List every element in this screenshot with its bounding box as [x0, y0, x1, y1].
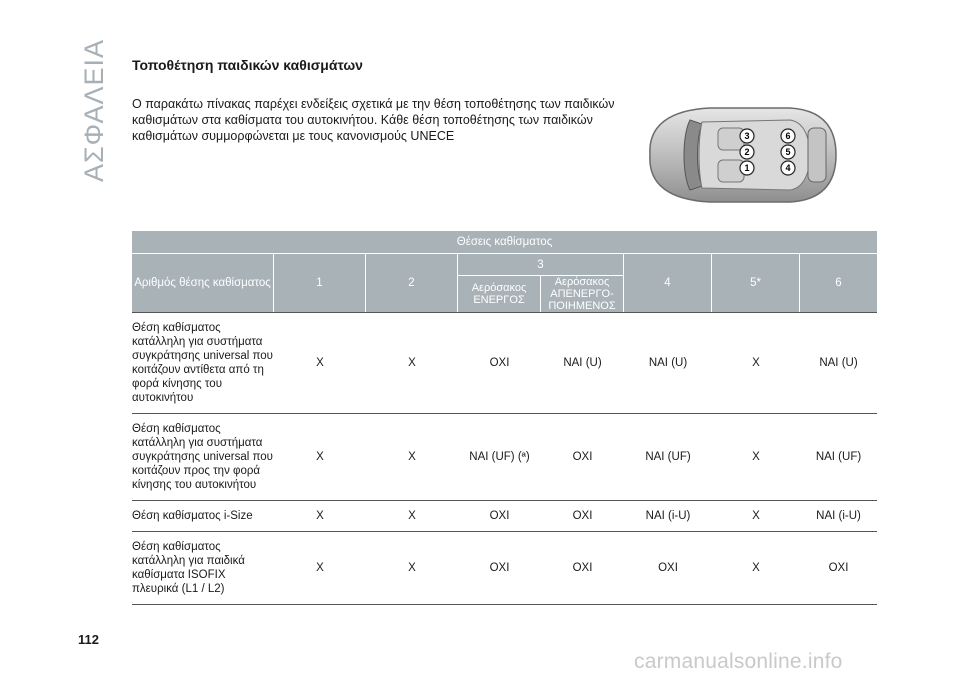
header-col-5: 5*	[712, 254, 800, 312]
seat-label-3: 3	[744, 131, 750, 141]
table-main-header: Θέσεις καθίσματος	[132, 231, 877, 254]
cell-col-6: NAI (UF)	[815, 451, 862, 463]
cell-col-4: NAI (i-U)	[645, 510, 691, 522]
car-seat-diagram	[640, 100, 840, 210]
cell-col-4: NAI (UF)	[645, 451, 691, 463]
cell-col-5: X	[752, 562, 760, 574]
header-col-3-airbag-off: Αερόσακος ΑΠΕΝΕΡΓΟ-ΠΟΙΗΜΕΝΟΣ	[541, 276, 624, 312]
cell-col-3a: OXI	[489, 562, 510, 574]
cell-col-3b: OXI	[572, 562, 593, 574]
cell-col-3b: NAI (U)	[563, 357, 602, 369]
cell-col-5: X	[752, 357, 760, 369]
header-col-1: 1	[274, 254, 366, 312]
section-tab	[70, 40, 120, 180]
row-label: Θέση καθίσματος i-Size	[132, 510, 253, 522]
table-header-row	[132, 254, 877, 312]
page-title: Τοποθέτηση παιδικών καθισμάτων	[132, 57, 363, 73]
cell-col-3a: OXI	[489, 357, 510, 369]
row-label: Θέση καθίσματος κατάλληλη για παιδικά καθίσματα ISOFIX πλευρικά (L1 / L2)	[132, 541, 245, 595]
watermark: carmanualsonline.info	[634, 650, 843, 673]
cell-col-6: OXI	[828, 562, 849, 574]
seat-position-table	[132, 231, 877, 605]
header-col-3-group	[458, 254, 624, 312]
cell-col-6: NAI (U)	[819, 357, 858, 369]
cell-col-1: X	[316, 451, 324, 463]
table-row	[132, 501, 877, 532]
section-tab-label: ΑΣΦΑΛΕΙΑ	[79, 38, 110, 182]
cell-col-1: X	[316, 357, 324, 369]
header-col-6: 6	[800, 254, 877, 312]
cell-col-1: X	[316, 562, 324, 574]
seat-label-5: 5	[785, 147, 791, 157]
cell-col-6: NAI (i-U)	[816, 510, 861, 522]
cell-col-4: NAI (U)	[648, 357, 688, 369]
seat-label-2: 2	[744, 147, 750, 157]
cell-col-3a: NAI (UF) (ª)	[469, 451, 530, 463]
row-label: Θέση καθίσματος κατάλληλη για συστήματα συγκράτησης universal που κοιτάζουν προς την φορά κίνησης του αυτοκινήτου	[132, 423, 273, 491]
table-row	[132, 312, 877, 414]
cell-col-3a: OXI	[489, 510, 510, 522]
cell-col-2: X	[408, 357, 416, 369]
header-col-2: 2	[366, 254, 458, 312]
page-number: 112	[78, 632, 99, 647]
intro-paragraph: Ο παρακάτω πίνακας παρέχει ενδείξεις σχετικά με την θέση τοποθέτησης των παιδικών καθισμάτων στα καθίσματα του αυτοκινήτου. Κάθε θέση τοποθέτησης των παιδικών καθισμάτων συμμορφώνεται με τους κανονισμούς UNECE	[132, 97, 615, 143]
cell-col-1: X	[316, 510, 324, 522]
seat-label-6: 6	[785, 131, 791, 141]
table-row	[132, 532, 877, 605]
cell-col-3b: OXI	[572, 451, 593, 463]
cell-col-5: X	[752, 510, 760, 522]
cell-col-2: X	[408, 562, 416, 574]
header-col-4: 4	[624, 254, 712, 312]
cell-col-2: X	[408, 510, 416, 522]
header-col-3: 3	[458, 254, 624, 276]
seat-label-1: 1	[744, 163, 750, 173]
cell-col-3b: OXI	[572, 510, 593, 522]
header-col-3-airbag-on: Αερόσακος ΕΝΕΡΓΟΣ	[458, 276, 541, 312]
row-label: Θέση καθίσματος κατάλληλη για συστήματα συγκράτησης universal που κοιτάζουν αντίθετα από τη φορά κίνησης του αυτοκινήτου	[132, 322, 273, 404]
car-rear-seat	[808, 128, 826, 182]
cell-col-2: X	[408, 451, 416, 463]
seat-label-4: 4	[785, 163, 791, 173]
cell-col-4: OXI	[658, 562, 678, 574]
table-row	[132, 414, 877, 501]
cell-col-5: X	[752, 451, 760, 463]
header-seat-number: Αριθμός θέσης καθίσματος	[132, 254, 274, 312]
